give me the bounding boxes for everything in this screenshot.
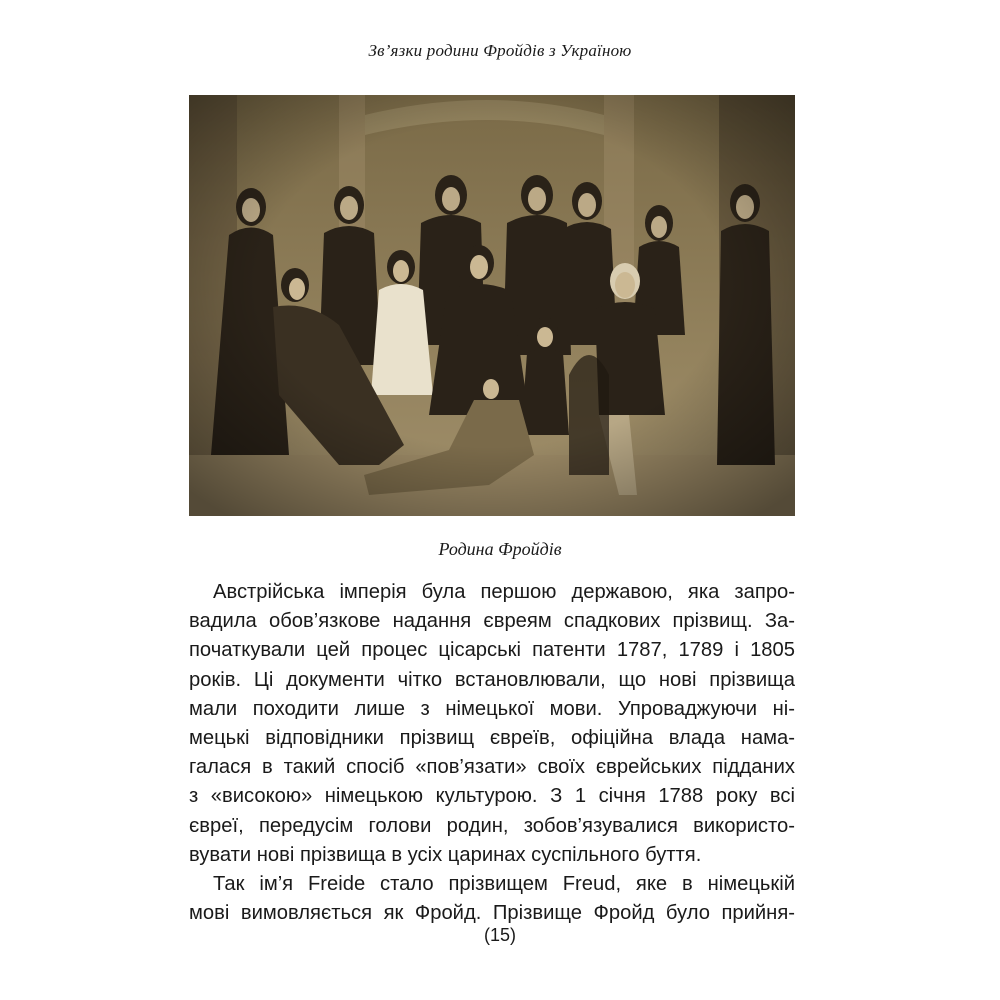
text-line: євреї, передусім голови родин, зобов’язувалися використо- bbox=[189, 814, 795, 837]
photo-caption: Родина Фройдів bbox=[438, 539, 562, 559]
text-line: років. Ці документи чітко встановлювали, що нові прізвища bbox=[189, 668, 795, 691]
text-line: мали походити лише з німецької мови. Упроваджуючи ні- bbox=[189, 697, 795, 720]
paragraph-1 bbox=[189, 578, 795, 870]
text-line: вувати нові прізвища в усіх царинах суспільного буття. bbox=[189, 843, 702, 866]
body-text bbox=[189, 578, 795, 928]
text-line: галася в такий спосіб «пов’язати» своїх єврейських підданих bbox=[189, 756, 795, 779]
family-photograph bbox=[189, 95, 795, 516]
text-line: з «високою» німецькою культурою. З 1 січня 1788 року всі bbox=[189, 785, 795, 808]
page-number: (15) bbox=[483, 925, 516, 945]
text-line: вадила обов’язкове надання євреям спадкових прізвищ. За- bbox=[189, 610, 795, 633]
text-line: Австрійська імперія була першою державою, яка запро- bbox=[213, 581, 795, 603]
paragraph-2 bbox=[189, 870, 795, 928]
family-photograph-image bbox=[189, 95, 795, 516]
text-line: початкували цей процес цісарські патенти 1787, 1789 і 1805 bbox=[189, 639, 795, 662]
text-line: мецькі відповідники прізвищ євреїв, офіційна влада нама- bbox=[189, 727, 795, 750]
running-head: Зв’язки родини Фройдів з Україною bbox=[368, 41, 632, 60]
text-line: Так ім’я Freide стало прізвищем Freud, яке в німецькій bbox=[213, 873, 795, 896]
text-line: мові вимовляється як Фройд. Прізвище Фройд було прийня- bbox=[189, 902, 795, 925]
